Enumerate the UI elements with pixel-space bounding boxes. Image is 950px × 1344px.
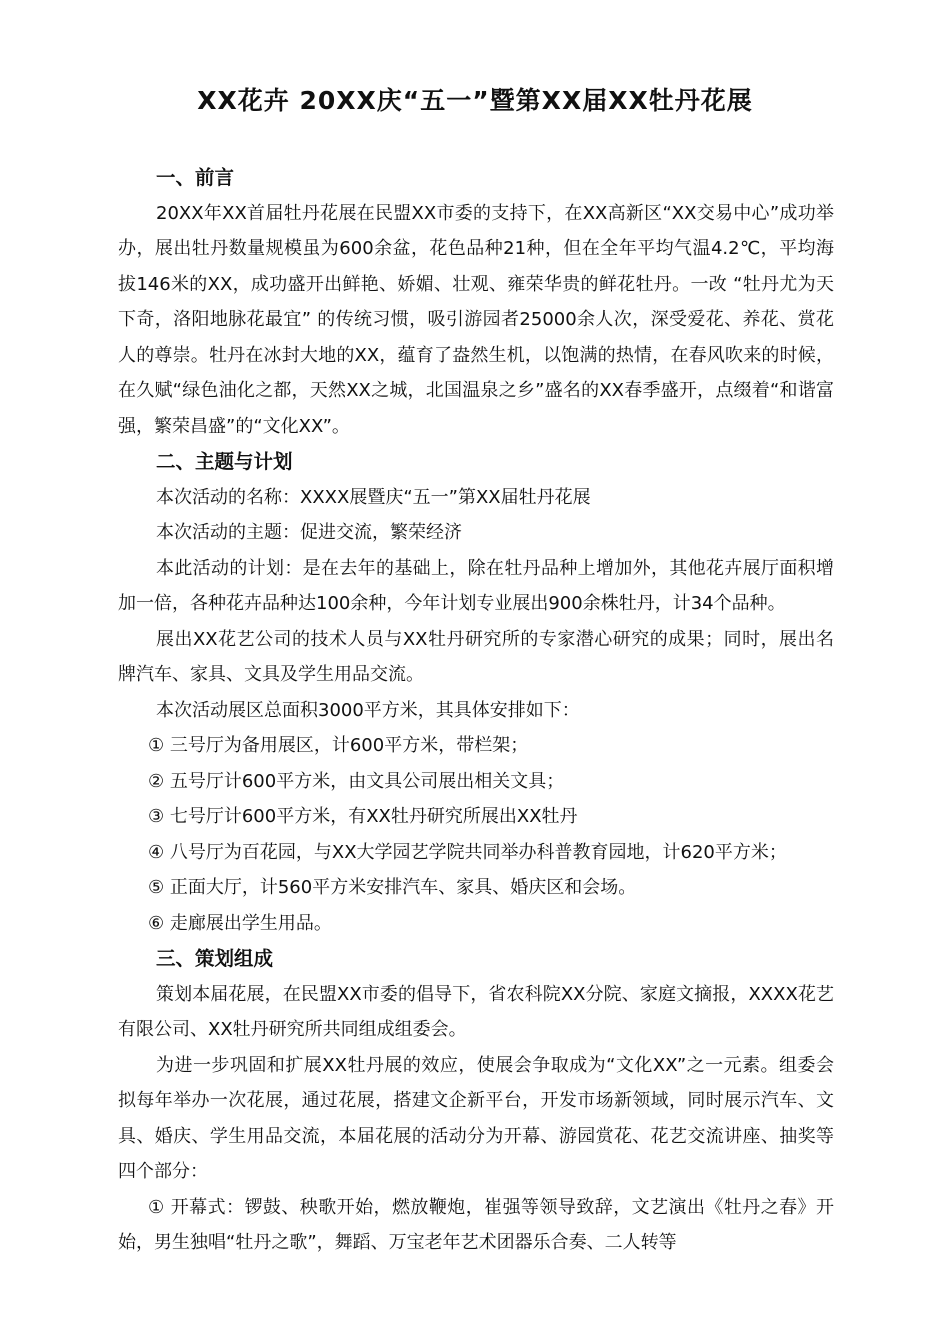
exhibit-paragraph: 展出XX花艺公司的技术人员与XX牡丹研究所的专家潜心研究的成果；同时，展出名牌汽车、家具、文具及学生用品交流。	[118, 628, 834, 685]
document-body	[118, 160, 834, 1261]
section-heading-theme-plan: 二、主题与计划	[156, 450, 293, 473]
organization-paragraph-1: 策划本届花展，在民盟XX市委的倡导下，省农科院XX分院、家庭文摘报，XXXX花艺有限公司、XX牡丹研究所共同组成组委会。	[118, 983, 834, 1040]
document-title: XX花卉 20XX庆“五一”暨第XX届XX牡丹花展	[197, 86, 753, 115]
hall-arrangement-item-6: ⑥ 走廊展出学生用品。	[148, 912, 332, 934]
organization-paragraph-2: 为进一步巩固和扩展XX牡丹展的效应，使展会争取成为“文化XX”之一元素。组委会拟每年举办一次花展，通过花展，搭建文企新平台，开发市场新领域，同时展示汽车、文具、婚庆、学生用品交流，本届花展的活动分为开幕、游园赏花、花艺交流讲座、抽奖等四个部分：	[118, 1054, 834, 1182]
hall-arrangement-item-1: ① 三号厅为备用展区，计600平方米，带栏架；	[148, 735, 529, 756]
section-heading-organization: 三、策划组成	[156, 947, 274, 970]
hall-arrangement-item-2: ② 五号厅计600平方米，由文具公司展出相关文具；	[148, 770, 565, 792]
section-heading-preface: 一、前言	[156, 166, 235, 189]
exhibit-area-line: 本次活动展区总面积3000平方米，其具体安排如下：	[156, 699, 580, 721]
preface-paragraph: 20XX年XX首届牡丹花展在民盟XX市委的支持下，在XX高新区“XX交易中心”成功举办，展出牡丹数量规模虽为600余盆，花色品种21种，但在全年平均气温4.2℃，平均海拔146米的XX，成功盛开出鲜艳、娇媚、壮观、雍荣华贵的鲜花牡丹。一改 “牡丹尤为天下奇，洛阳地脉花最宜” 的传统习惯，吸引游园者25000余人次，深受爱花、养花、赏花人的尊崇。牡丹在冰封大地的XX，蕴育了盎然生机，以饱满的热情，在春风吹来的时候，在久赋“绿色油化之都，天然XX之城，北国温泉之乡”盛名的XX春季盛开，点缀着“和谐富强，繁荣昌盛”的“文化XX”。	[118, 202, 834, 437]
activity-theme-line: 本次活动的主题：促进交流，繁荣经济	[156, 522, 462, 543]
hall-arrangement-item-4: ④ 八号厅为百花园，与XX大学园艺学院共同举办科普教育园地，计620平方米；	[148, 841, 787, 863]
activity-name-line: 本次活动的名称：XXXX展暨庆“五一”第XX届牡丹花展	[156, 486, 591, 508]
opening-ceremony-item: ① 开幕式：锣鼓、秧歌开始，燃放鞭炮，崔强等领导致辞，文艺演出《牡丹之春》开始，男生独唱“牡丹之歌”，舞蹈、万宝老年艺术团器乐合奏、二人转等	[118, 1196, 834, 1253]
activity-plan-paragraph: 本此活动的计划：是在去年的基础上，除在牡丹品种上增加外，其他花卉展厅面积增加一倍，各种花卉品种达100余种，今年计划专业展出900余株牡丹，计34个品种。	[118, 557, 834, 614]
hall-arrangement-item-5: ⑤ 正面大厅，计560平方米安排汽车、家具、婚庆区和会场。	[148, 877, 637, 898]
hall-arrangement-item-3: ③ 七号厅计600平方米，有XX牡丹研究所展出XX牡丹	[148, 806, 578, 827]
